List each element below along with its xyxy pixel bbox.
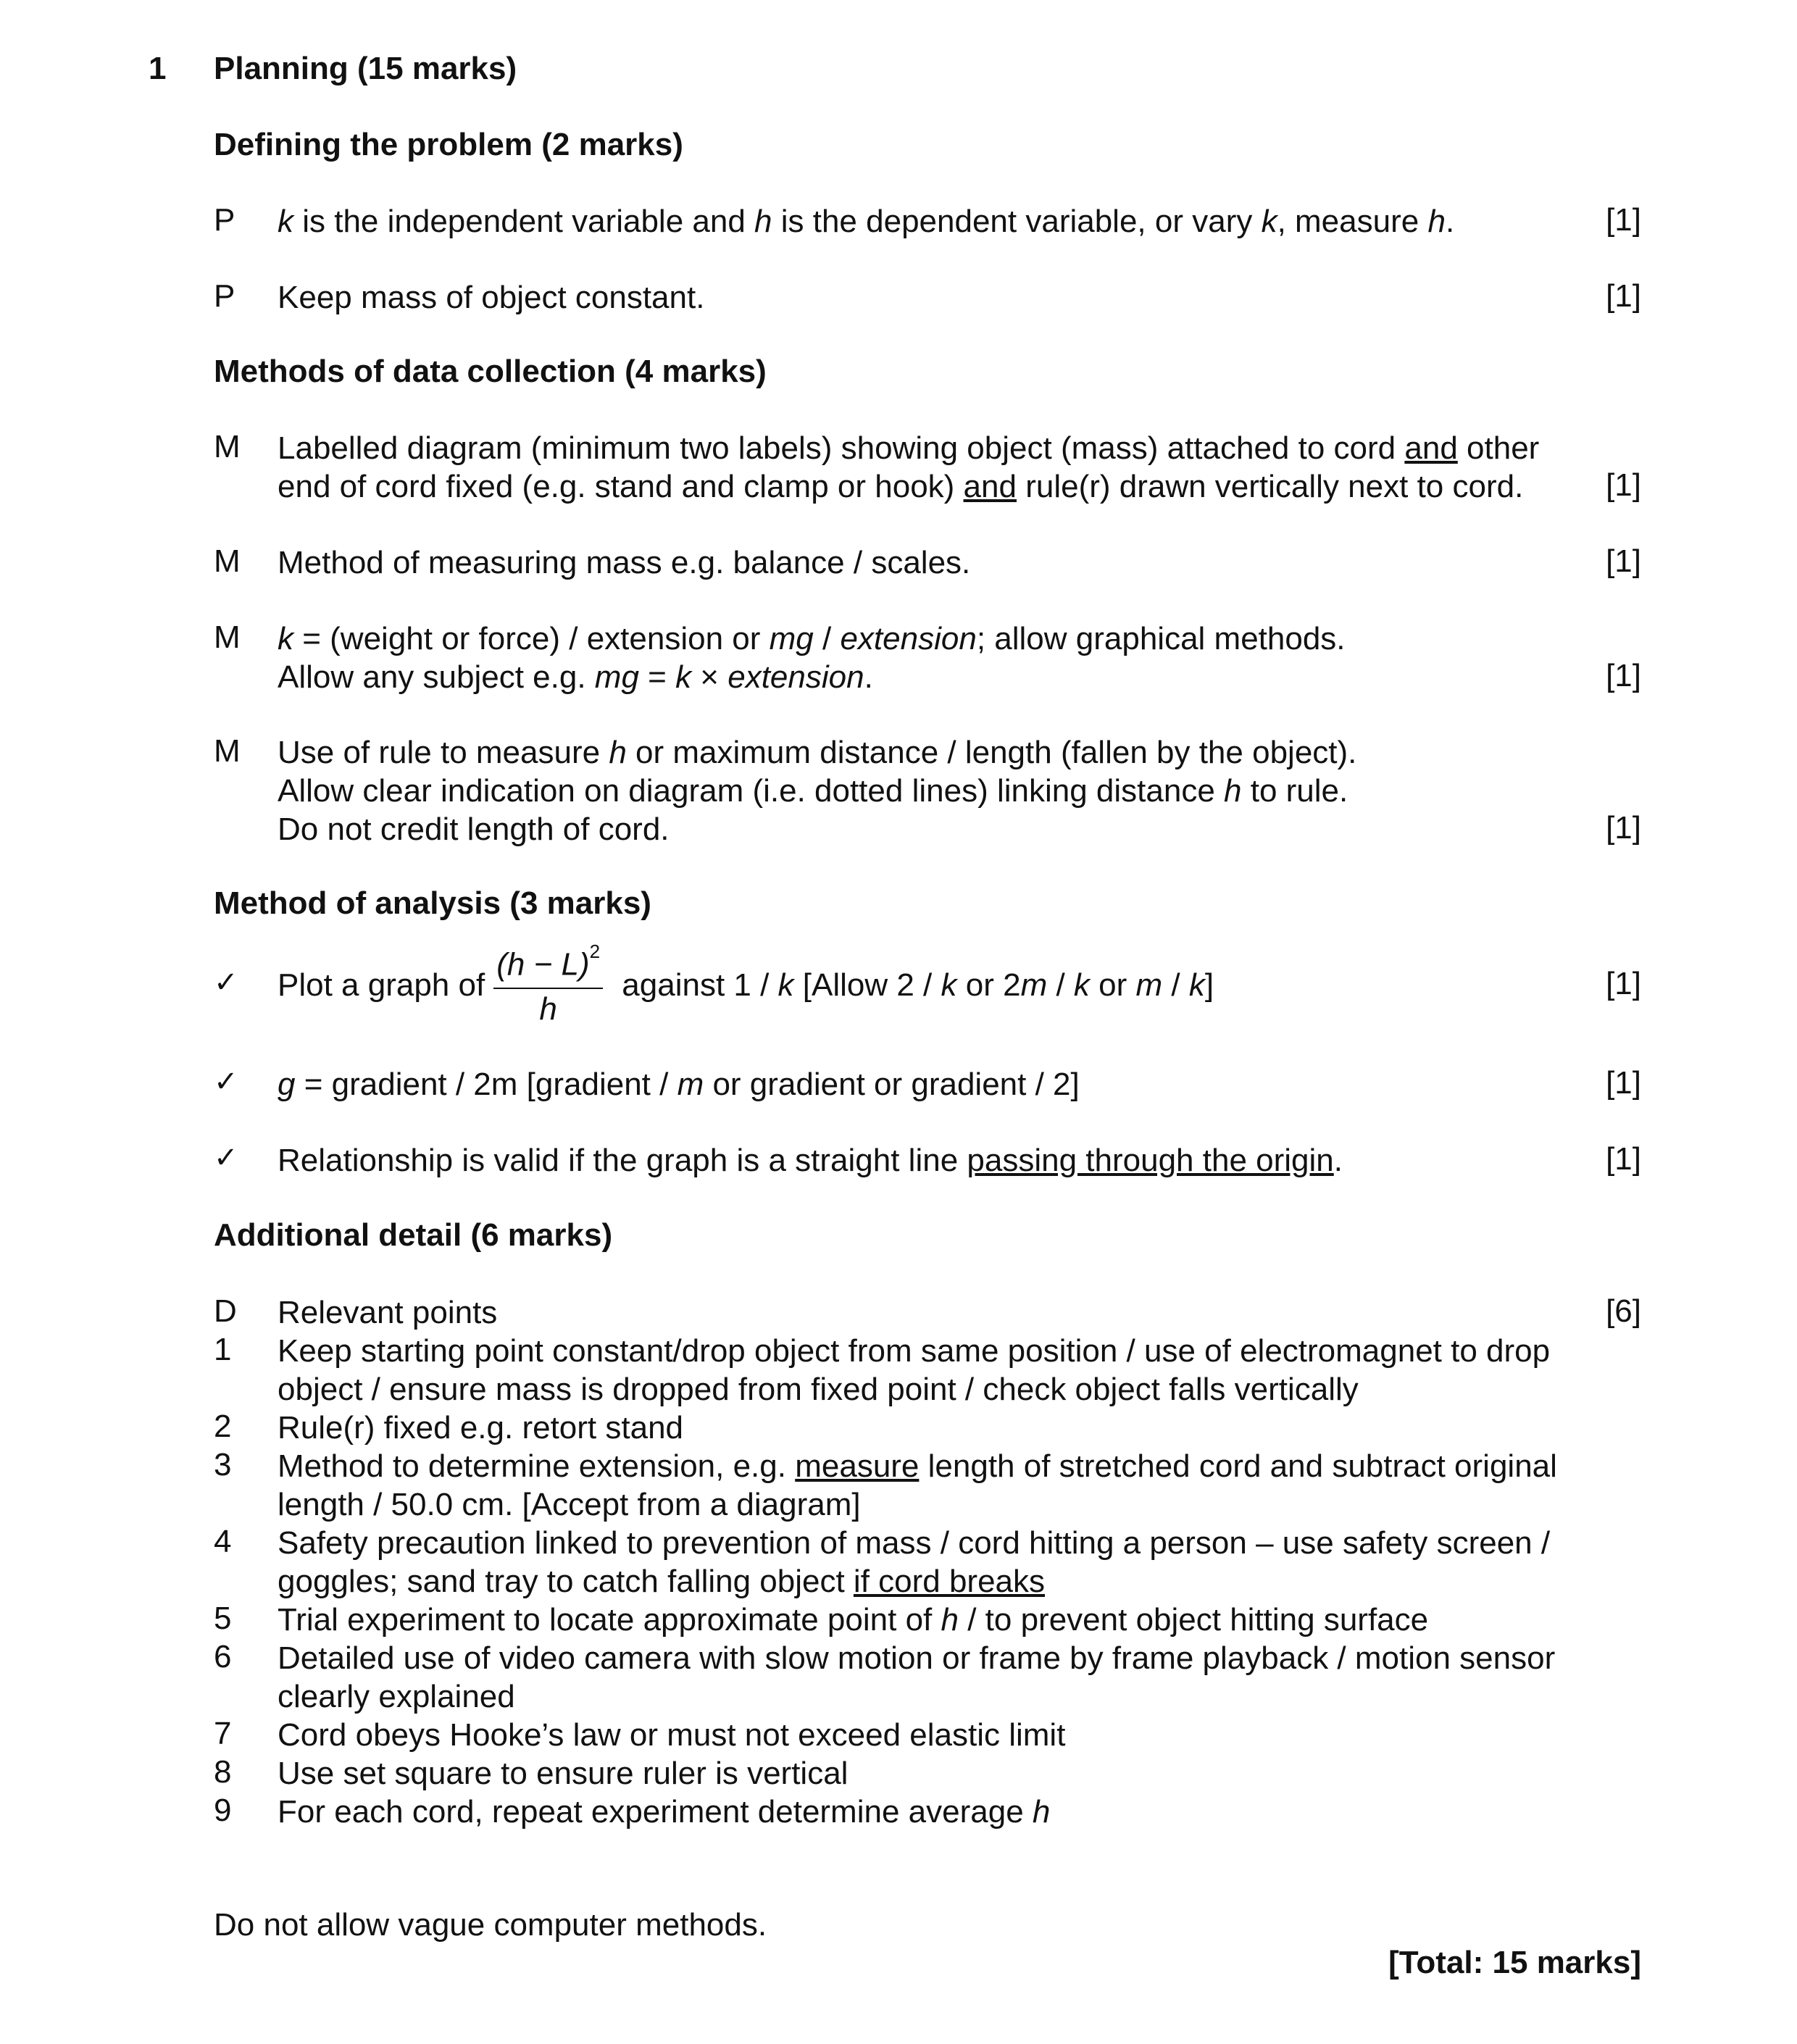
mark-code: P bbox=[214, 202, 235, 238]
mark-code: P bbox=[214, 278, 235, 314]
mark-text: k = (weight or force) / extension or mg / extension; allow graphical methods. Allow any subject e.g. mg = k × extension. bbox=[278, 621, 1346, 695]
list-text: Use set square to ensure ruler is vertical bbox=[278, 1756, 849, 1791]
check-icon: ✓ bbox=[214, 1066, 238, 1098]
list-item bbox=[0, 1639, 1797, 1716]
list-text: Rule(r) fixed e.g. retort stand bbox=[278, 1410, 684, 1446]
mark-value: [1] bbox=[1606, 966, 1641, 1001]
mark-text: Relevant points bbox=[278, 1295, 498, 1330]
mark-text: Relationship is valid if the graph is a straight line passing through the origin. bbox=[278, 1143, 1343, 1178]
list-item bbox=[0, 1409, 1797, 1447]
mark-value: [6] bbox=[1606, 1293, 1641, 1329]
list-number: 4 bbox=[214, 1524, 232, 1559]
section-heading-analysis: Method of analysis (3 marks) bbox=[214, 885, 651, 921]
mark-code: M bbox=[214, 543, 241, 579]
mark-code: D bbox=[214, 1293, 237, 1329]
mark-text: Plot a graph of $\frac{(h - L)^2}{h}$ against 1 / k [Allow 2 / k or 2m / k or m / k] bbox=[278, 942, 1618, 1033]
list-text: Method to determine extension, e.g. measure length of stretched cord and subtract original length / 50.0 cm. [Accept from a diagram] bbox=[278, 1448, 1557, 1522]
mark-text: Keep mass of object constant. bbox=[278, 280, 705, 315]
list-number: 8 bbox=[214, 1754, 232, 1790]
list-item bbox=[0, 1332, 1797, 1409]
mark-text: Use of rule to measure h or maximum distance / length (fallen by the object). Allow clear indication on diagram (i.e. dotted lines) linking distance h to rule. Do not credit length of cord. bbox=[278, 735, 1357, 847]
list-item bbox=[0, 1716, 1797, 1754]
list-item bbox=[0, 1524, 1797, 1601]
section-heading-methods: Methods of data collection (4 marks) bbox=[214, 354, 767, 389]
list-text: For each cord, repeat experiment determine average h bbox=[278, 1794, 1051, 1830]
list-text: Safety precaution linked to prevention of mass / cord hitting a person – use safety screen / goggles; sand tray to catch falling object if cord breaks bbox=[278, 1525, 1551, 1599]
list-number: 5 bbox=[214, 1601, 232, 1636]
mark-value: [1] bbox=[1606, 543, 1641, 579]
mark-value: [1] bbox=[1606, 1141, 1641, 1177]
mark-text: Labelled diagram (minimum two labels) showing object (mass) attached to cord and other end of cord fixed (e.g. stand and clamp or hook) and rule(r) drawn vertically next to cord. bbox=[278, 430, 1540, 504]
list-text: Trial experiment to locate approximate point of h / to prevent object hitting surface bbox=[278, 1602, 1429, 1638]
check-icon: ✓ bbox=[214, 1142, 238, 1174]
list-number: 3 bbox=[214, 1447, 232, 1482]
mark-value: [1] bbox=[1606, 1065, 1641, 1101]
list-text: Cord obeys Hooke’s law or must not exceed elastic limit bbox=[278, 1717, 1066, 1753]
list-text: Keep starting point constant/drop object from same position / use of electromagnet to drop object / ensure mass is dropped from fixed point / check object falls vertically bbox=[278, 1333, 1551, 1407]
question-title: Planning (15 marks) bbox=[214, 51, 517, 86]
mark-code: M bbox=[214, 733, 241, 769]
fraction: $\frac{(h - L)^2}{h}$ bbox=[493, 939, 603, 1030]
list-item bbox=[0, 1754, 1797, 1793]
section-heading-defining: Defining the problem (2 marks) bbox=[214, 127, 683, 162]
mark-text: g = gradient / 2m [gradient / m or gradient or gradient / 2] bbox=[278, 1067, 1080, 1102]
list-text: Detailed use of video camera with slow motion or frame by frame playback / motion sensor clearly explained bbox=[278, 1640, 1556, 1714]
list-number: 2 bbox=[214, 1409, 232, 1444]
mark-code: M bbox=[214, 620, 241, 655]
mark-value: [1] bbox=[1606, 467, 1641, 503]
question-number: 1 bbox=[149, 51, 167, 86]
mark-value: [1] bbox=[1606, 278, 1641, 314]
mark-code: M bbox=[214, 429, 241, 464]
check-icon: ✓ bbox=[214, 967, 238, 998]
list-item bbox=[0, 1601, 1797, 1639]
list-number: 6 bbox=[214, 1639, 232, 1674]
section-heading-additional: Additional detail (6 marks) bbox=[214, 1217, 613, 1253]
relevant-points-list bbox=[0, 1332, 1797, 1831]
list-item bbox=[0, 1793, 1797, 1831]
total-marks: [Total: 15 marks] bbox=[1388, 1945, 1641, 1980]
mark-value: [1] bbox=[1606, 202, 1641, 238]
footer-note: Do not allow vague computer methods. bbox=[214, 1907, 767, 1943]
mark-value: [1] bbox=[1606, 810, 1641, 846]
mark-value: [1] bbox=[1606, 658, 1641, 693]
mark-text: k is the independent variable and h is the dependent variable, or vary k, measure h. bbox=[278, 204, 1455, 239]
list-number: 7 bbox=[214, 1716, 232, 1751]
list-number: 9 bbox=[214, 1793, 232, 1828]
list-item bbox=[0, 1447, 1797, 1524]
list-number: 1 bbox=[214, 1332, 232, 1367]
mark-text: Method of measuring mass e.g. balance / scales. bbox=[278, 545, 971, 580]
